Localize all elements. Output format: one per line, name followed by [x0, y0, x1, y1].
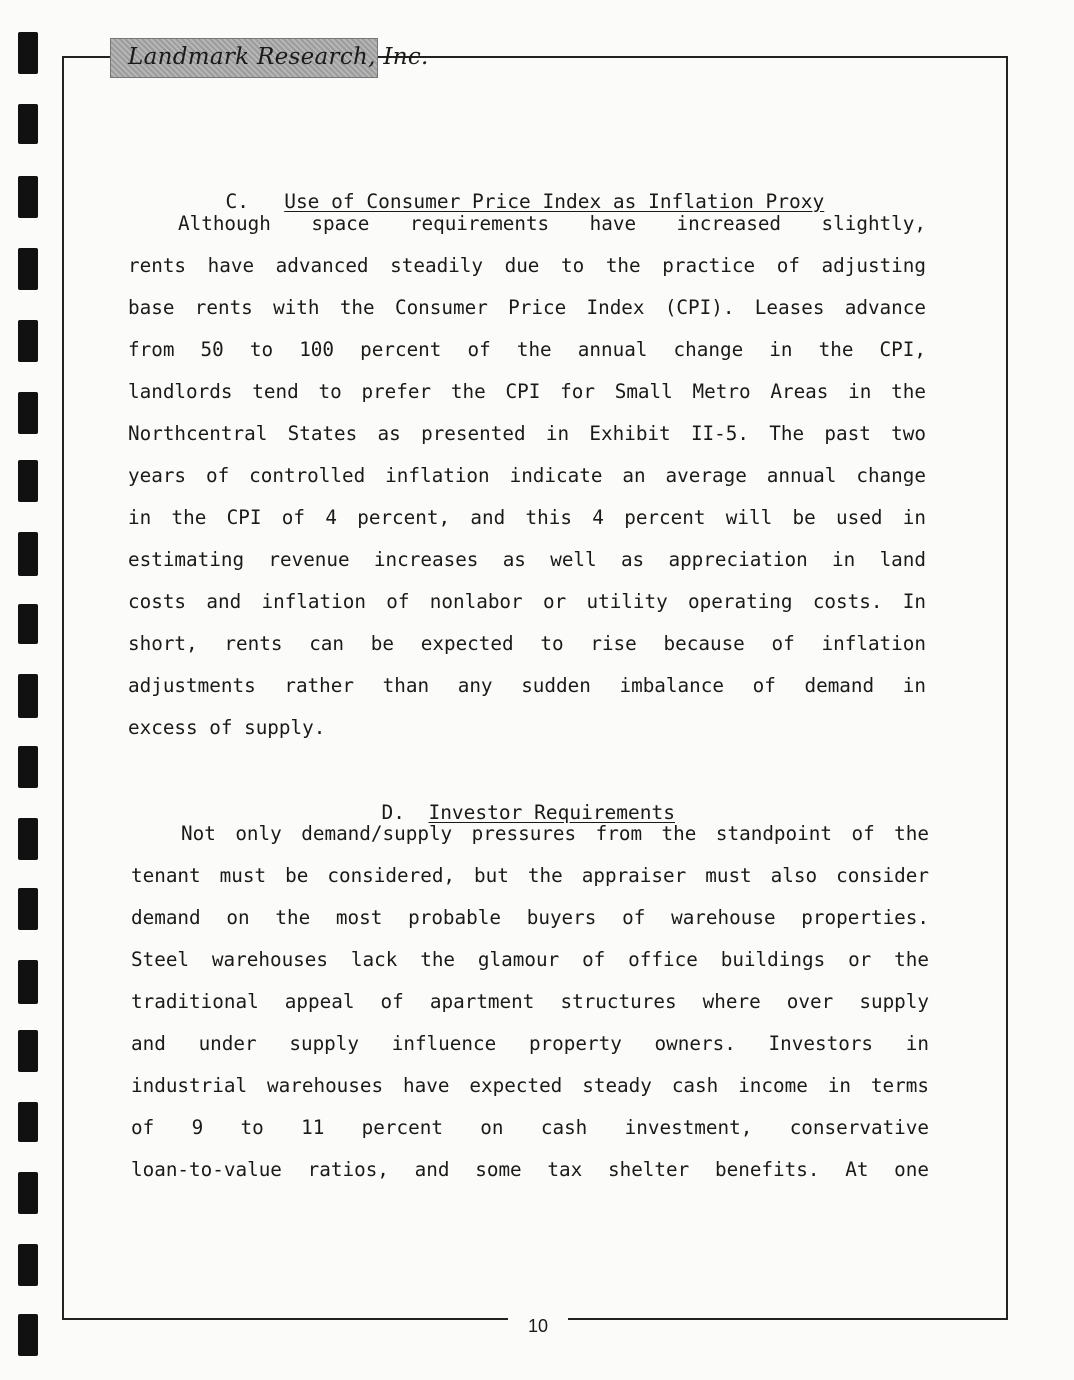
- binding-mark: [18, 104, 38, 144]
- binding-mark: [18, 604, 38, 644]
- paragraph-line: years of controlled inflation indicate an average annual change: [128, 464, 926, 487]
- section-c-letter: C.: [225, 189, 249, 213]
- binding-mark: [18, 746, 38, 788]
- binding-mark: [18, 888, 38, 930]
- binding-mark: [18, 1102, 38, 1142]
- binding-mark: [18, 248, 38, 290]
- paragraph-line: Not only demand/supply pressures from the standpoint of the: [181, 822, 929, 845]
- binding-mark: [18, 1314, 38, 1356]
- paragraph-line: landlords tend to prefer the CPI for Small Metro Areas in the: [128, 380, 926, 403]
- paragraph-line: in the CPI of 4 percent, and this 4 percent will be used in: [128, 506, 926, 529]
- binding-mark: [18, 1172, 38, 1214]
- paragraph-line: rents have advanced steadily due to the practice of adjusting: [128, 254, 926, 277]
- binding-mark: [18, 818, 38, 860]
- binding-mark: [18, 1030, 38, 1072]
- paragraph-line: of 9 to 11 percent on cash investment, conservative: [131, 1116, 929, 1139]
- paragraph-line: excess of supply.: [128, 716, 326, 739]
- binding-mark: [18, 532, 38, 576]
- section-d-letter: D.: [381, 800, 405, 824]
- paragraph-line: base rents with the Consumer Price Index (CPI). Leases advance: [128, 296, 926, 319]
- binding-mark: [18, 960, 38, 1004]
- page-number: 10: [527, 1316, 549, 1336]
- binding-mark: [18, 460, 38, 502]
- paragraph-line: estimating revenue increases as well as appreciation in land: [128, 548, 926, 571]
- paragraph-line: loan-to-value ratios, and some tax shelter benefits. At one: [131, 1158, 929, 1181]
- paragraph-line: traditional appeal of apartment structures where over supply: [131, 990, 929, 1013]
- section-c-paragraph: [128, 203, 926, 749]
- binding-mark: [18, 320, 38, 362]
- section-c-title: Use of Consumer Price Index as Inflation Proxy: [284, 189, 825, 213]
- binding-mark: [18, 392, 38, 434]
- binding-mark: [18, 1244, 38, 1286]
- paragraph-line: costs and inflation of nonlabor or utility operating costs. In: [128, 590, 926, 613]
- section-d-paragraph: [131, 813, 929, 1191]
- binding-mark: [18, 176, 38, 218]
- binding-mark: [18, 32, 38, 74]
- paragraph-line: demand on the most probable buyers of warehouse properties.: [131, 906, 929, 929]
- section-d-title: Investor Requirements: [428, 800, 675, 824]
- paragraph-line: Although space requirements have increased slightly,: [178, 212, 926, 235]
- company-logo-text: Landmark Research, Inc.: [128, 44, 429, 70]
- paragraph-line: adjustments rather than any sudden imbalance of demand in: [128, 674, 926, 697]
- paragraph-line: industrial warehouses have expected steady cash income in terms: [131, 1074, 929, 1097]
- binding-mark: [18, 674, 38, 718]
- paragraph-line: and under supply influence property owners. Investors in: [131, 1032, 929, 1055]
- paragraph-line: Steel warehouses lack the glamour of office buildings or the: [131, 948, 929, 971]
- paragraph-line: tenant must be considered, but the appraiser must also consider: [131, 864, 929, 887]
- paragraph-line: short, rents can be expected to rise because of inflation: [128, 632, 926, 655]
- paragraph-line: from 50 to 100 percent of the annual change in the CPI,: [128, 338, 926, 361]
- paragraph-line: Northcentral States as presented in Exhibit II-5. The past two: [128, 422, 926, 445]
